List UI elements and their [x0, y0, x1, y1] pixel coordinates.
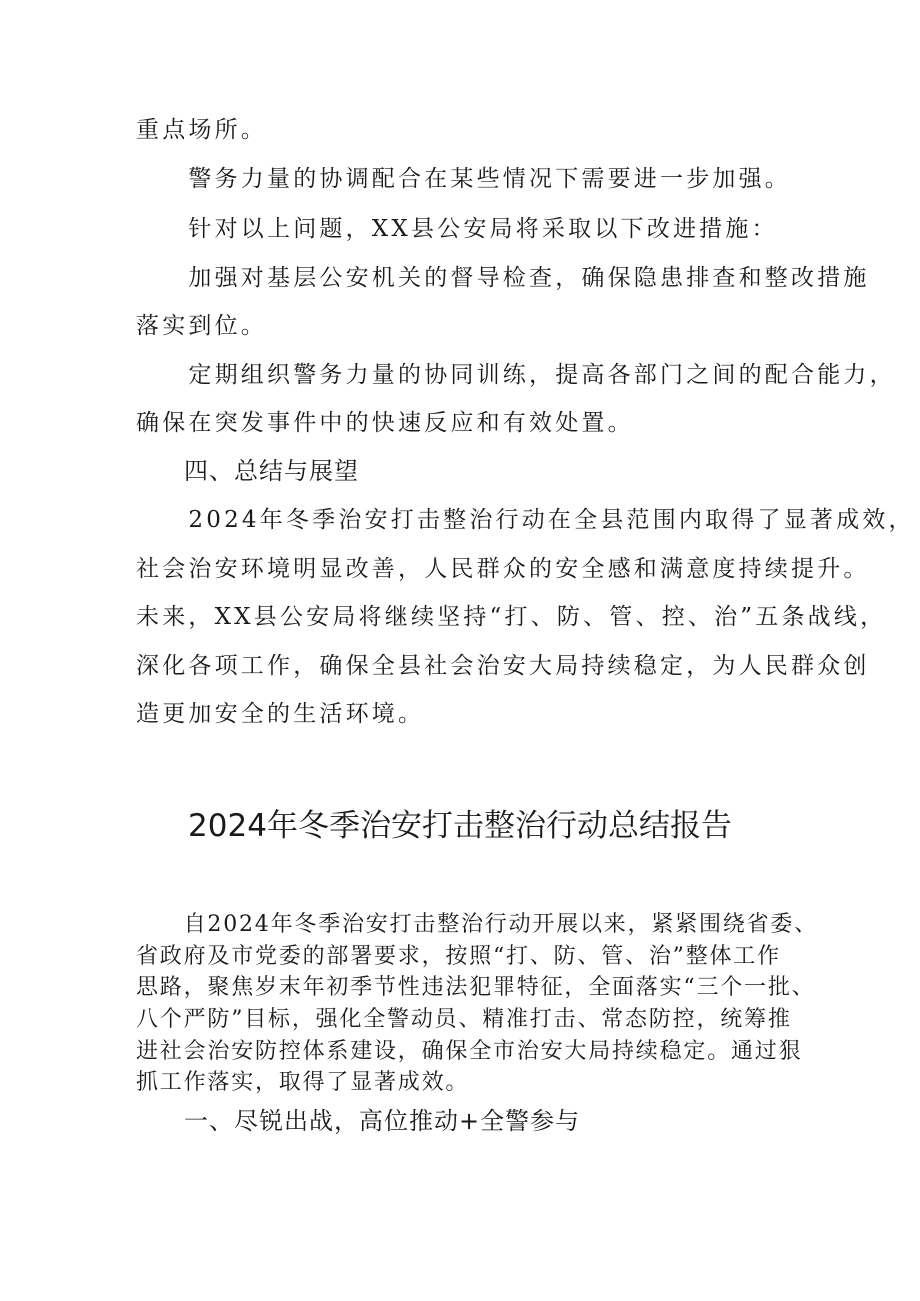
paragraph-line: 加强对基层公安机关的督导检查，确保隐患排查和整改措施 — [136, 265, 870, 291]
paragraph-line: 落实到位。 — [136, 313, 267, 339]
section-heading-1: 一、尽锐出战，高位推动+全警参与 — [184, 1107, 581, 1135]
paragraph-line: 深化各项工作，确保全县社会治安大局持续稳定，为人民群众创 — [136, 653, 870, 679]
section-heading-summary: 四、总结与展望 — [184, 457, 359, 485]
paragraph-line: 重点场所。 — [136, 117, 267, 143]
paragraph-line: 造更加安全的生活环境。 — [136, 701, 425, 727]
report-title: 2024年冬季治安打击整治行动总结报告 — [188, 808, 732, 844]
paragraph-line: 八个严防”目标，强化全警动员、精准打击、常态防控，统筹推 — [136, 1007, 792, 1032]
paragraph-line: 未来，XX县公安局将继续坚持“打、防、管、控、治”五条战线， — [136, 604, 887, 630]
paragraph-line: 确保在突发事件中的快速反应和有效处置。 — [136, 410, 634, 436]
paragraph-line: 省政府及市党委的部署要求，按照“打、防、管、治”整体工作 — [136, 944, 781, 969]
paragraph-line: 抓工作落实，取得了显著成效。 — [136, 1070, 470, 1095]
paragraph-line: 警务力量的协调配合在某些情况下需要进一步加强。 — [136, 166, 791, 192]
paragraph-line: 社会治安环境明显改善，人民群众的安全感和满意度持续提升。 — [136, 556, 870, 582]
paragraph-line: 针对以上问题，XX县公安局将采取以下改进措施： — [136, 216, 778, 242]
paragraph-line: 思路，聚焦岁末年初季节性违法犯罪特征，全面落实“三个一批、 — [136, 975, 816, 1000]
paragraph-line: 2024年冬季治安打击整治行动在全县范围内取得了显著成效， — [136, 507, 915, 533]
paragraph-line: 定期组织警务力量的协同训练，提高各部门之间的配合能力， — [136, 362, 896, 388]
paragraph-line: 进社会治安防控体系建设，确保全市治安大局持续稳定。通过狠 — [136, 1039, 803, 1064]
paragraph-line: 自2024年冬季治安打击整治行动开展以来，紧紧围绕省委、 — [136, 912, 818, 937]
